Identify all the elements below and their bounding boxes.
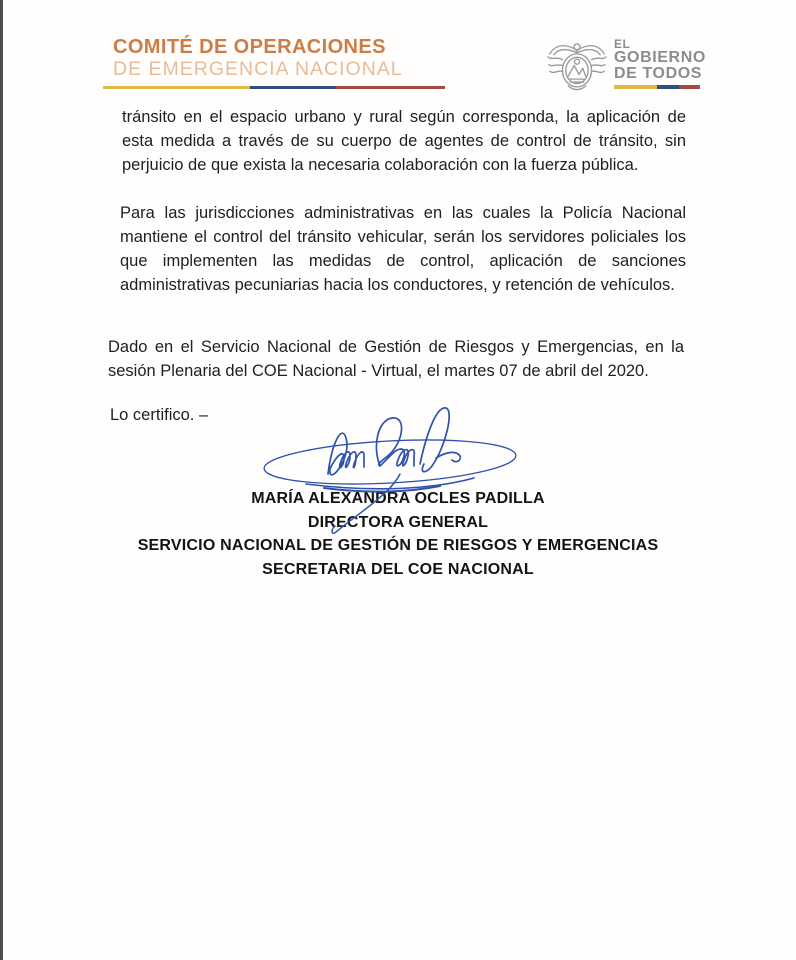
signer-name: MARÍA ALEXANDRA OCLES PADILLA <box>251 490 545 507</box>
org-title: COMITÉ DE OPERACIONES <box>113 36 386 58</box>
signer-organization: SERVICIO NACIONAL DE GESTIÓN DE RIESGOS Y EMERGENCIAS <box>137 537 659 554</box>
flag-yellow-segment <box>614 85 657 89</box>
coe-header-brand <box>103 36 448 89</box>
gov-logo-line3: DE TODOS <box>614 65 703 82</box>
gov-logo-flag-underline <box>614 85 700 89</box>
flag-blue-segment <box>250 86 336 89</box>
flag-yellow-segment <box>103 86 250 89</box>
paragraph-issued-statement: Dado en el Servicio Nacional de Gestión de Riesgos y Emergencias, en la sesión Plenaria del COE Nacional - Virtual, el martes 07 de abril del 2020. <box>108 337 684 380</box>
paragraph-police-jurisdictions: Para las jurisdicciones administrativas en las cuales la Policía Nacional mantiene el control del tránsito vehicular, serán los servidores policiales los que implementen las medidas de control, aplicación de sanciones administrativas pecuniarias hacia los conductores, y retención de vehículos. <box>120 203 686 294</box>
flag-blue-segment <box>657 85 679 89</box>
signer-role: SECRETARIA DEL COE NACIONAL <box>262 560 534 578</box>
gov-logo-line2: GOBIERNO <box>614 49 706 66</box>
flag-red-segment <box>679 85 701 89</box>
scan-left-edge <box>0 0 3 960</box>
government-logo-text <box>614 38 706 95</box>
org-subtitle: DE EMERGENCIA NACIONAL <box>113 58 403 80</box>
signature-block <box>0 487 796 581</box>
paragraph-transit-control: tránsito en el espacio urbano y rural según corresponda, la aplicación de esta medida a través de su cuerpo de agentes de control de tránsito, sin perjuicio de que exista la necesaria colaboración con la fuerza pública. <box>122 107 686 174</box>
ecuador-coat-of-arms-icon <box>544 38 610 95</box>
government-logo <box>544 38 706 95</box>
ecuador-flag-divider <box>103 86 445 89</box>
gov-logo-line1: EL <box>614 37 631 51</box>
flag-red-segment <box>336 86 445 89</box>
signer-title: DIRECTORA GENERAL <box>307 513 489 531</box>
certification-line: Lo certifico. – <box>110 405 209 424</box>
